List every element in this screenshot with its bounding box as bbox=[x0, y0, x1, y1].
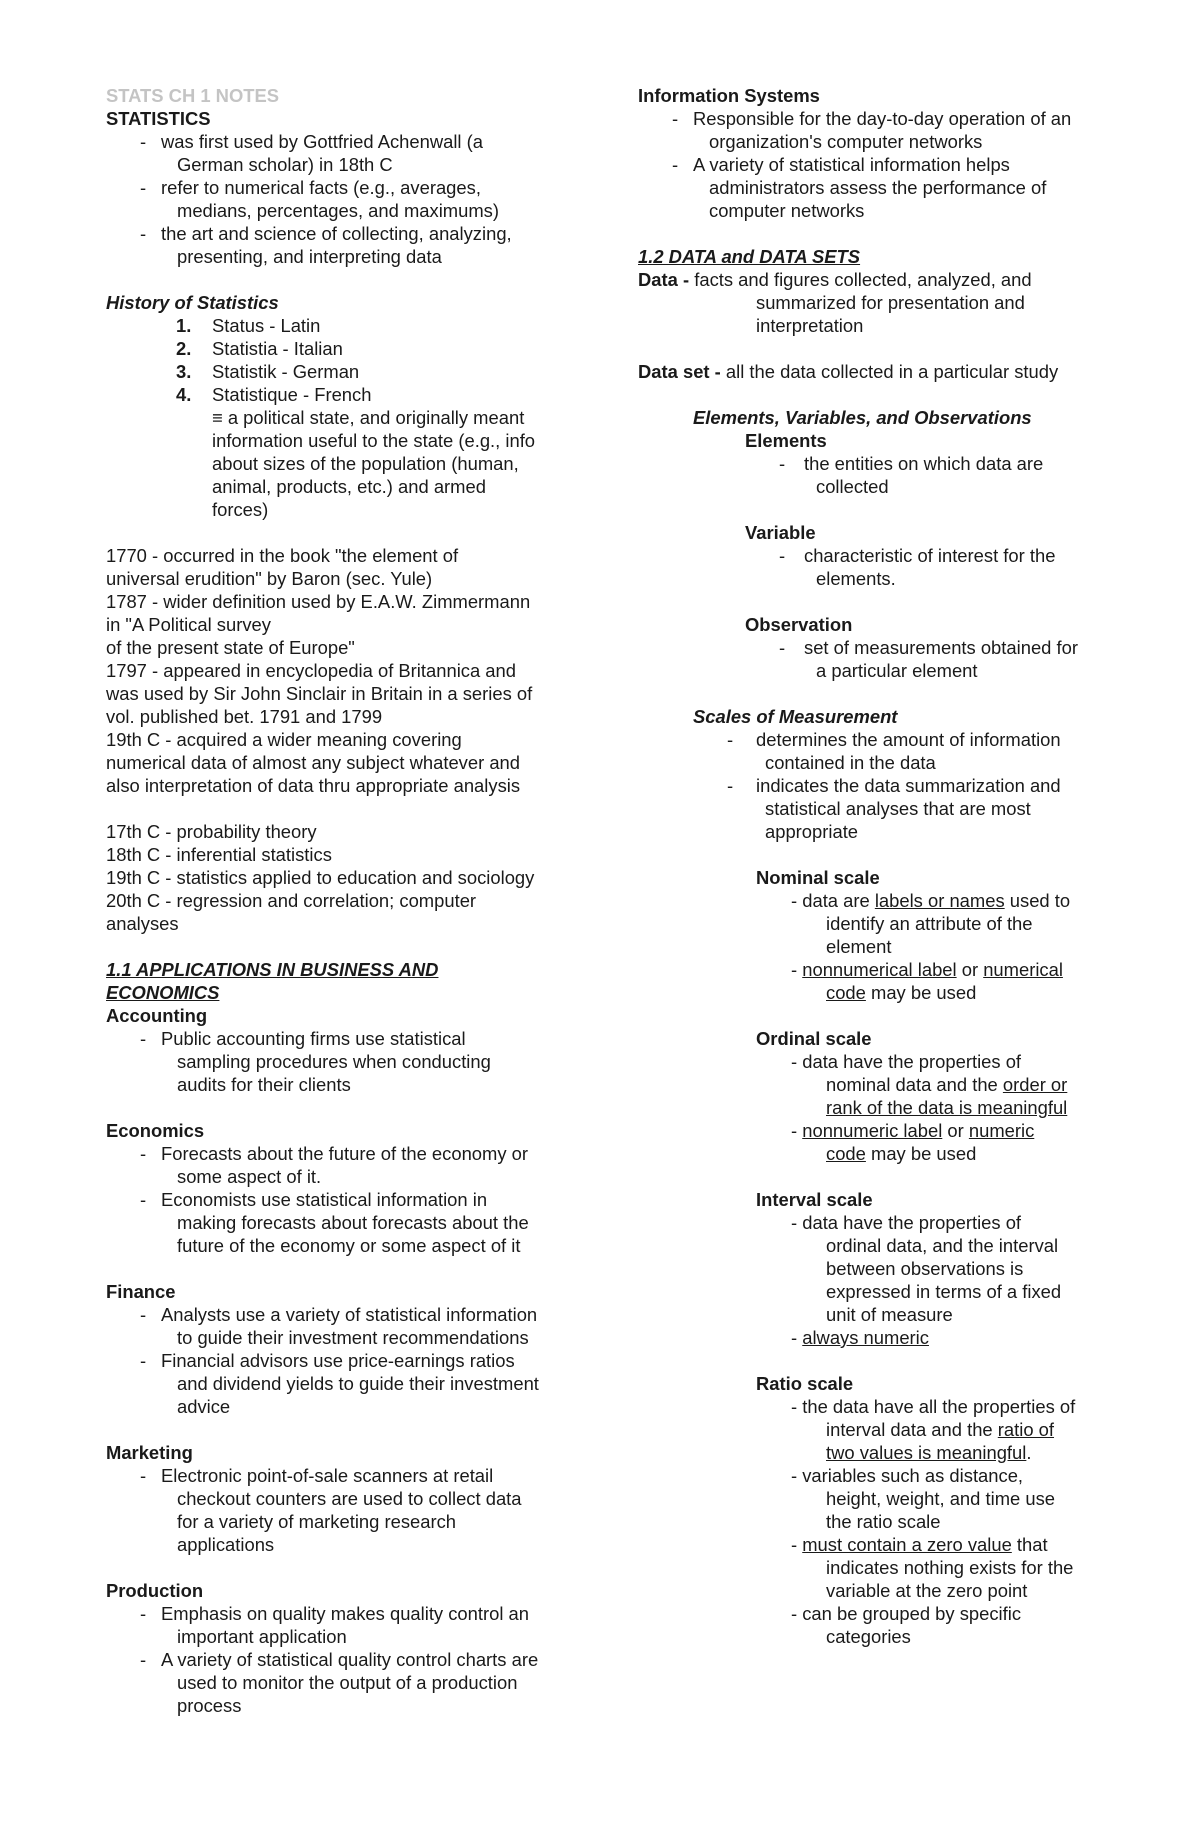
nominal-title: Nominal scale bbox=[756, 867, 880, 888]
data-definition: Data - facts and figures collected, analyzed, and summarized for presentation and interpretation bbox=[638, 269, 1032, 336]
data-sets-heading: 1.2 DATA and DATA SETS bbox=[638, 246, 861, 267]
section-title-finance: Finance bbox=[106, 1281, 176, 1302]
section-point: - Public accounting firms use statistical sampling procedures when conducting audits for their clients bbox=[140, 1028, 491, 1095]
info-systems-heading: Information Systems bbox=[638, 85, 820, 106]
history-list-item: 3. Statistik - German bbox=[176, 361, 360, 382]
scales-point: - determines the amount of information contained in the data bbox=[727, 729, 1061, 773]
section-title-production: Production bbox=[106, 1580, 204, 1601]
variable-definition: - characteristic of interest for the elements. bbox=[779, 545, 1056, 589]
info-point: - Responsible for the day-to-day operation of an organization's computer networks bbox=[672, 108, 1072, 152]
statistics-point: - refer to numerical facts (e.g., averages, medians, percentages, and maximums) bbox=[140, 177, 499, 221]
history-list-item: 1. Status - Latin bbox=[176, 315, 321, 336]
elements-title: Elements bbox=[745, 430, 827, 451]
history-list-item: 2. Statistia - Italian bbox=[176, 338, 343, 359]
history-list-item: 4. Statistique - French bbox=[176, 384, 372, 405]
data-set-definition: Data set - all the data collected in a particular study bbox=[638, 361, 1059, 382]
section-point: - Analysts use a variety of statistical information to guide their investment recommendations bbox=[140, 1304, 538, 1348]
interval-title: Interval scale bbox=[756, 1189, 873, 1210]
section-title-marketing: Marketing bbox=[106, 1442, 193, 1463]
nominal-scale: Nominal scale - data are labels or names used to identify an attribute of the element - nonnumerical label or numerical code may be used bbox=[638, 866, 1108, 1004]
section-point: - Emphasis on quality makes quality control an important application bbox=[140, 1603, 530, 1647]
interval-scale: Interval scale - data have the properties of ordinal data, and the interval between observations is expressed in terms of a fixed unit of measure - always numeric bbox=[638, 1188, 1108, 1349]
document-title: STATS CH 1 NOTES bbox=[106, 85, 280, 106]
observation-title: Observation bbox=[745, 614, 853, 635]
ordinal-scale: Ordinal scale - data have the properties of nominal data and the order or rank of the data is meaningful - nonnumeric label or numeric code may be used bbox=[638, 1027, 1108, 1165]
section-point: - Forecasts about the future of the economy or some aspect of it. bbox=[140, 1143, 528, 1187]
section-point: - A variety of statistical quality control charts are used to monitor the output of a production process bbox=[140, 1649, 539, 1716]
ratio-scale: Ratio scale - the data have all the properties of interval data and the ratio of two values is meaningful. - variables such as distance, height, weight, and time use the ratio scale - must contain a zero value that indicates nothing exists for the variable at the zero point - can be grouped by specific categories bbox=[638, 1372, 1108, 1648]
section-point: - Financial advisors use price-earnings ratios and dividend yields to guide their investment advice bbox=[140, 1350, 539, 1417]
ratio-title: Ratio scale bbox=[756, 1373, 854, 1394]
timeline: 1770 - occurred in the book "the element of universal erudition" by Baron (sec. Yule) 1787 - wider definition used by E.A.W. Zimmermann in "A Political survey of the present state of Europe" 1797 - appeared in encyclopedia of Britannica and was used by Sir John Sinclair in Britain in a series of vol. published bet. 1791 and 1799 19th C - acquired a wider meaning covering numerical data of almost any subject whatever and also interpretation of data thru appropriate analysis bbox=[106, 545, 533, 796]
section-title-economics: Economics bbox=[106, 1120, 205, 1141]
info-point: - A variety of statistical information helps administrators assess the performance of computer networks bbox=[672, 154, 1047, 221]
scales-point: - indicates the data summarization and statistical analyses that are most appropriate bbox=[727, 775, 1061, 842]
left-column bbox=[106, 84, 576, 1717]
variable-title: Variable bbox=[745, 522, 816, 543]
statistics-point: - was first used by Gottfried Achenwall (a German scholar) in 18th C bbox=[140, 131, 483, 175]
section-point: - Economists use statistical information in making forecasts about forecasts about the future of the economy or some aspect of it bbox=[140, 1189, 529, 1256]
statistics-point: - the art and science of collecting, analyzing, presenting, and interpreting data bbox=[140, 223, 512, 267]
section-point: - Electronic point-of-sale scanners at retail checkout counters are used to collect data for a variety of marketing research applications bbox=[140, 1465, 522, 1555]
elements-definition: - the entities on which data are collected bbox=[779, 453, 1044, 497]
evo-heading: Elements, Variables, and Observations bbox=[693, 407, 1032, 428]
scales-heading: Scales of Measurement bbox=[693, 706, 898, 727]
century-list: 17th C - probability theory 18th C - inferential statistics 19th C - statistics applied to education and sociology 20th C - regression and correlation; computer analyses bbox=[106, 821, 535, 934]
right-column bbox=[638, 84, 1108, 1648]
history-heading: History of Statistics bbox=[106, 292, 279, 313]
ordinal-title: Ordinal scale bbox=[756, 1028, 872, 1049]
history-note: ≡ a political state, and originally meant information useful to the state (e.g., info about sizes of the population (human, animal, products, etc.) and armed forces) bbox=[212, 407, 536, 520]
observation-definition: - set of measurements obtained for a particular element bbox=[779, 637, 1078, 681]
section-title-accounting: Accounting bbox=[106, 1005, 208, 1026]
applications-heading: 1.1 APPLICATIONS IN BUSINESS AND ECONOMICS bbox=[106, 959, 439, 1003]
statistics-heading: STATISTICS bbox=[106, 108, 211, 129]
